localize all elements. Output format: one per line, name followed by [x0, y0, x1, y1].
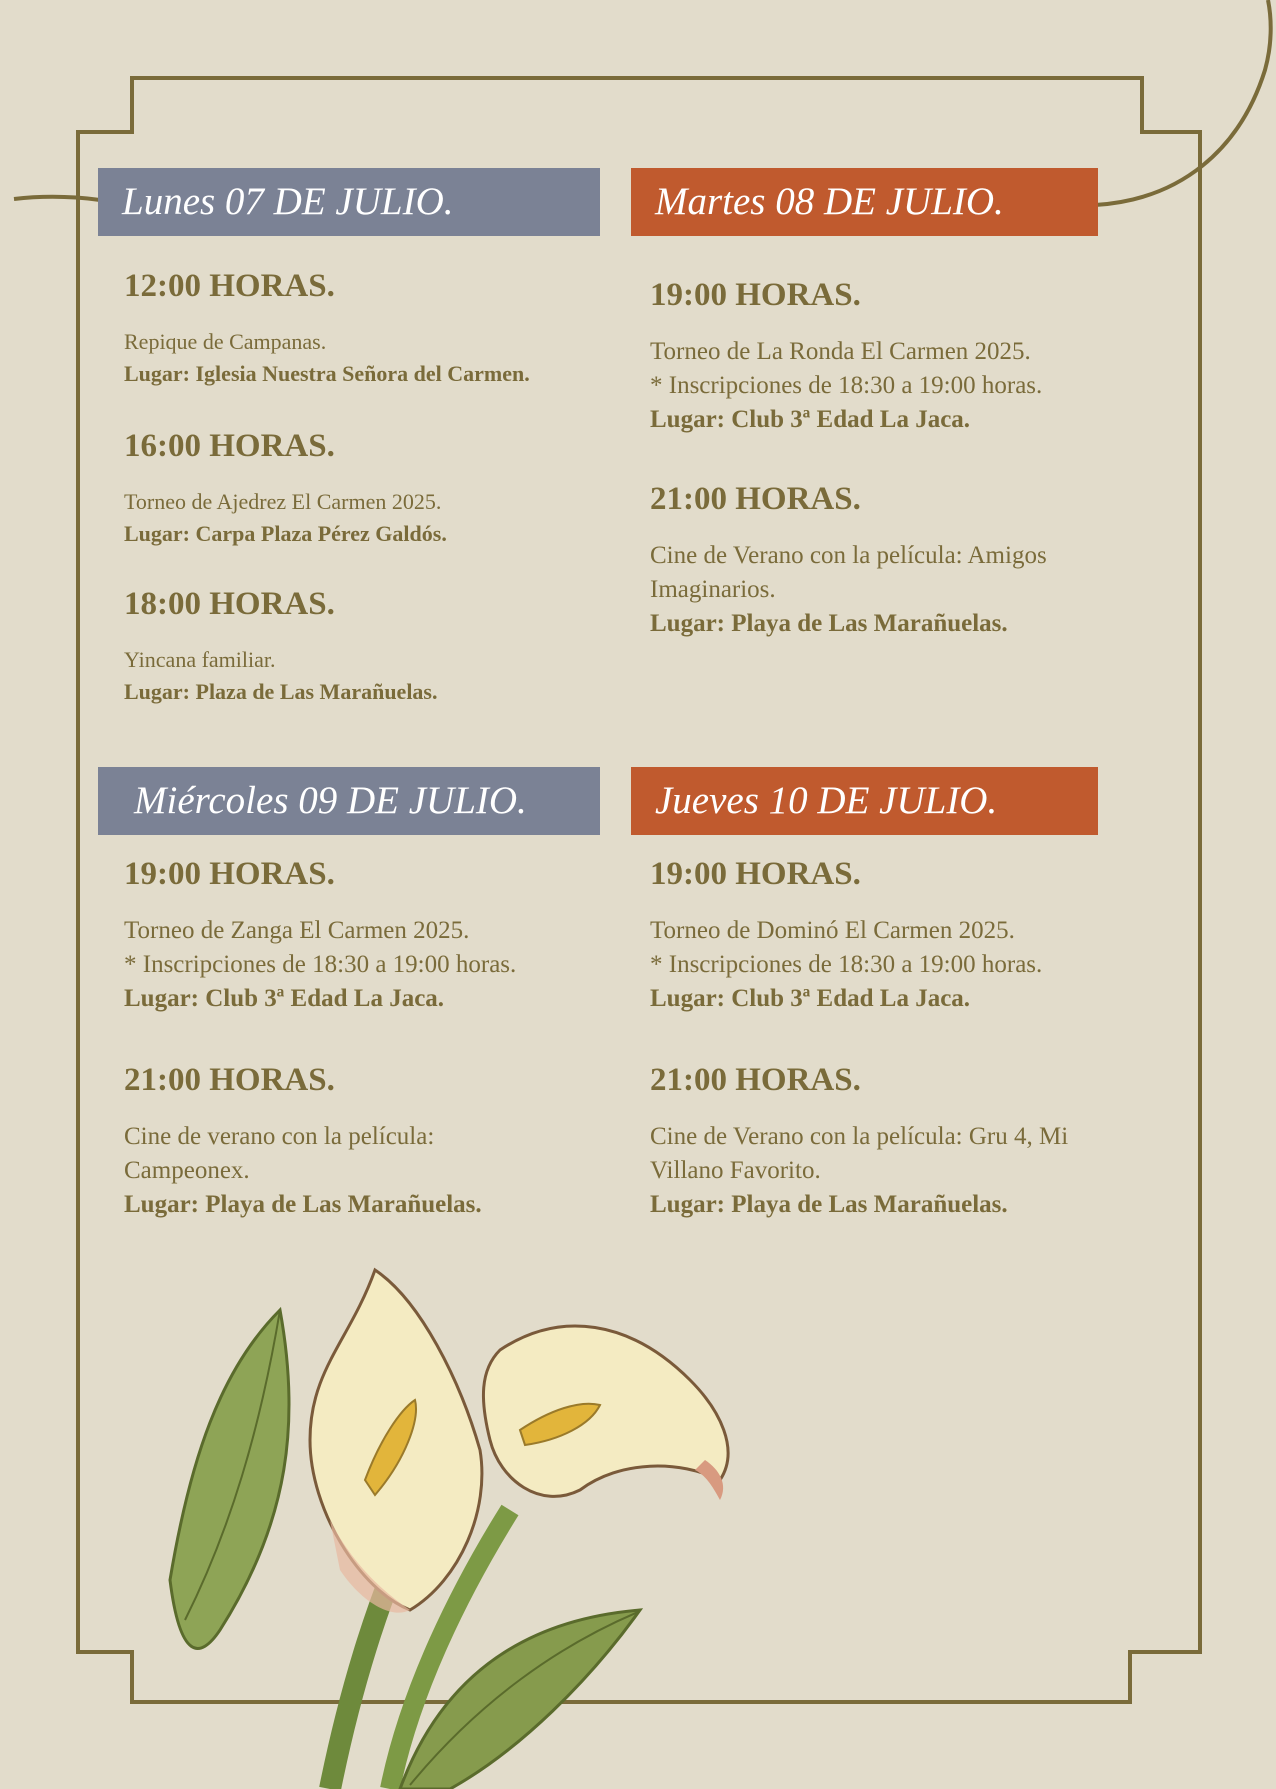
event-time: 19:00 HORAS. — [650, 856, 861, 892]
event-description: Cine de Verano con la película: Amigos — [650, 542, 1047, 569]
event-description: Imaginarios. — [650, 576, 776, 603]
day-column-lunes — [124, 266, 604, 708]
event-place: Lugar: Playa de Las Marañuelas. — [650, 1191, 1008, 1218]
event-description: Yincana familiar. — [124, 647, 276, 672]
lily-flower — [483, 1326, 728, 1496]
event-description: Torneo de Dominó El Carmen 2025. — [650, 917, 1015, 944]
event — [124, 266, 604, 426]
event — [124, 426, 604, 584]
calla-lily-illustration — [160, 1260, 760, 1789]
day-header-miercoles: Miércoles 09 DE JULIO. — [98, 767, 600, 835]
event-time: 19:00 HORAS. — [650, 277, 861, 313]
day-column-martes — [650, 275, 1170, 641]
event — [650, 854, 1170, 1060]
event-place: Lugar: Club 3ª Edad La Jaca. — [124, 985, 445, 1012]
event-time: 21:00 HORAS. — [650, 481, 861, 517]
event-description: Torneo de Zanga El Carmen 2025. — [124, 917, 470, 944]
flourish-left — [14, 197, 100, 200]
event-place: Lugar: Playa de Las Marañuelas. — [124, 1191, 482, 1218]
event — [124, 584, 604, 708]
event — [650, 1060, 1170, 1222]
day-header-jueves: Jueves 10 DE JULIO. — [631, 767, 1098, 835]
event — [650, 479, 1170, 641]
event-time: 12:00 HORAS. — [124, 268, 335, 304]
event-description: Repique de Campanas. — [124, 329, 327, 354]
event-description: Torneo de La Ronda El Carmen 2025. — [650, 338, 1031, 365]
day-header-lunes: Lunes 07 DE JULIO. — [98, 168, 600, 236]
event-place: Lugar: Club 3ª Edad La Jaca. — [650, 985, 971, 1012]
event-place: Lugar: Carpa Plaza Pérez Galdós. — [124, 521, 447, 546]
event-note: * Inscripciones de 18:30 a 19:00 horas. — [650, 951, 1043, 978]
event-description: Campeonex. — [124, 1157, 250, 1184]
event-place: Lugar: Club 3ª Edad La Jaca. — [650, 406, 971, 433]
event-description: Cine de Verano con la película: Gru 4, Mi — [650, 1123, 1069, 1150]
event-time: 16:00 HORAS. — [124, 428, 335, 464]
day-header-martes: Martes 08 DE JULIO. — [631, 168, 1098, 236]
event-note: * Inscripciones de 18:30 a 19:00 horas. — [124, 951, 517, 978]
day-column-miercoles — [124, 854, 624, 1222]
event-note: * Inscripciones de 18:30 a 19:00 horas. — [650, 372, 1043, 399]
event-description: Cine de verano con la película: — [124, 1123, 435, 1150]
event — [124, 854, 624, 1060]
event — [650, 275, 1170, 479]
event — [124, 1060, 624, 1222]
event-place: Lugar: Plaza de Las Marañuelas. — [124, 679, 438, 704]
flourish-right — [1095, 0, 1271, 205]
event-place: Lugar: Iglesia Nuestra Señora del Carmen. — [124, 361, 530, 386]
event-time: 18:00 HORAS. — [124, 586, 335, 622]
event-place: Lugar: Playa de Las Marañuelas. — [650, 610, 1008, 637]
event-time: 21:00 HORAS. — [650, 1062, 861, 1098]
event-description: Villano Favorito. — [650, 1157, 821, 1184]
event-time: 19:00 HORAS. — [124, 856, 335, 892]
day-column-jueves — [650, 854, 1170, 1222]
event-time: 21:00 HORAS. — [124, 1062, 335, 1098]
event-description: Torneo de Ajedrez El Carmen 2025. — [124, 489, 442, 514]
